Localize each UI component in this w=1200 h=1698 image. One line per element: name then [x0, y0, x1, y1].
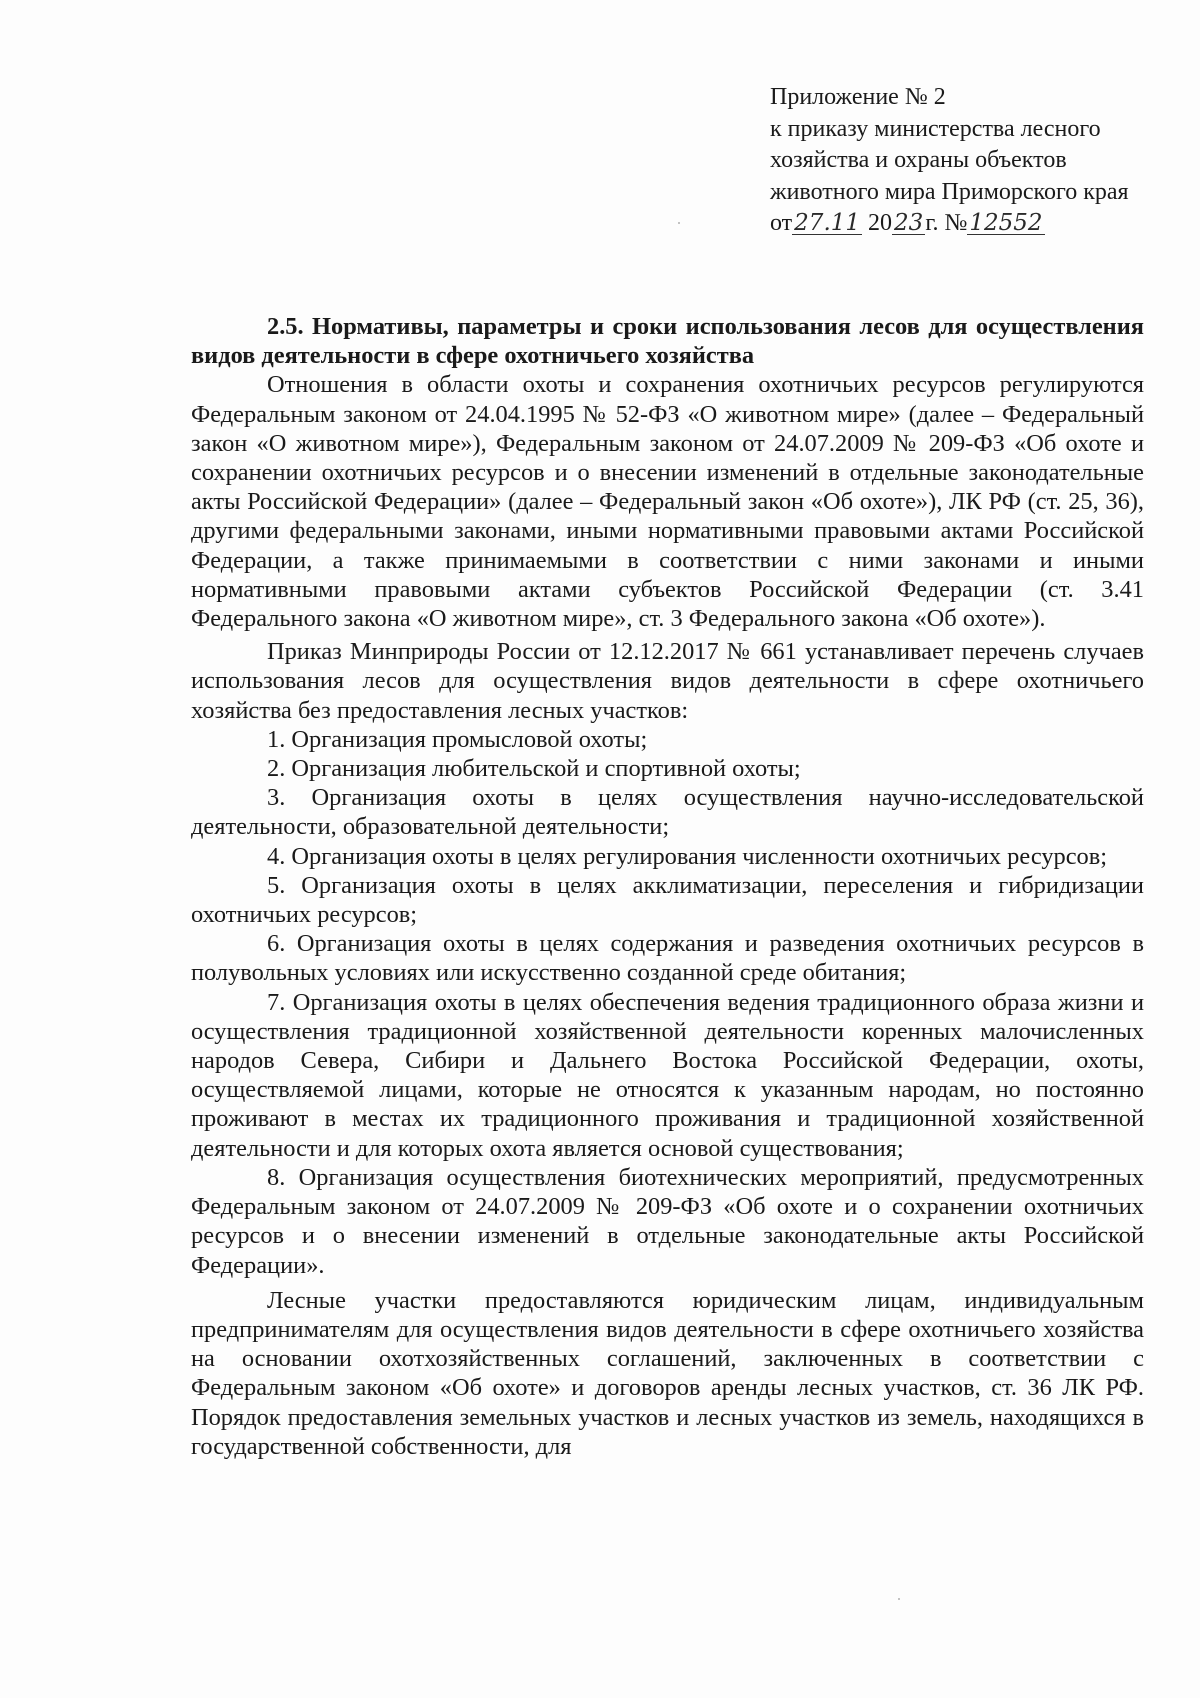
handwritten-year: 23 [894, 210, 924, 236]
list-item: 7. Организация охоты в целях обеспечения ведения традиционного образа жизни и осуществления традиционной хозяйственной деятельности коренных малочисленных народов Севера, Сибири и Дальнего Востока Российской Федерации, охоты, осуществляемой лицами, которые не относятся к указанным народам, но постоянно проживают в местах их традиционного проживания и традиционной хозяйственной деятельности и для которых охота является основой существования; [191, 988, 1144, 1162]
paragraph-order-661: Приказ Минприроды России от 12.12.2017 № 661 устанавливает перечень случаев использования лесов для осуществления видов деятельности в сфере охотничьего хозяйства без предоставления лесных участков: [191, 638, 1144, 724]
list-item: 5. Организация охоты в целях акклиматизации, переселения и гибридизации охотничьих ресурсов; [191, 871, 1144, 929]
date-prefix: от [770, 210, 793, 236]
list-item: 3. Организация охоты в целях осуществления научно-исследовательской деятельности, образовательной деятельности; [191, 784, 1144, 841]
list-item: 4. Организация охоты в целях регулирования численности охотничьих ресурсов; [267, 842, 1108, 870]
appendix-header [770, 82, 1170, 240]
list-item: 6. Организация охоты в целях содержания и разведения охотничьих ресурсов в полувольных условиях или искусственно созданной среде обитания; [191, 930, 1144, 987]
appendix-line-region: животного мира Приморского края [770, 178, 1129, 205]
scan-speck [678, 222, 680, 224]
appendix-title: Приложение № 2 [770, 84, 946, 110]
section-heading: 2.5. Нормативы, параметры и сроки использования лесов для осуществления видов деятельности в сфере охотничьего хозяйства [191, 313, 1144, 370]
appendix-line-order: к приказу министерства лесного [770, 115, 1101, 142]
appendix-date-line [770, 208, 1170, 240]
list-item: 1. Организация промысловой охоты; [267, 725, 648, 753]
list-item: 8. Организация осуществления биотехнических мероприятий, предусмотренных Федеральным законом от 24.07.2009 № 209-ФЗ «Об охоте и о сохранении охотничьих ресурсов и о внесении изменений в отдельные законодательные акты Российской Федерации». [191, 1163, 1144, 1279]
document-body [191, 312, 1144, 1461]
paragraph-legal-basis: Отношения в области охоты и сохранения охотничьих ресурсов регулируются Федеральным законом от 24.04.1995 № 52-ФЗ «О животном мире» (далее – Федеральный закон «О животном мире»), Федеральным законом от 24.07.2009 № 209-ФЗ «Об охоте и сохранении охотничьих ресурсов и о внесении изменений в отдельные законодательные акты Российской Федерации» (далее – Федеральный закон «Об охоте»), ЛК РФ (ст. 25, 36), другими федеральными законами, иными нормативными правовыми актами Российской Федерации, а также принимаемыми в соответствии с ними законами и иными нормативными правовыми актами субъектов Российской Федерации (ст. 3.41 Федерального закона «О животном мире», ст. 3 Федерального закона «Об охоте»). [191, 371, 1144, 633]
appendix-line-ministry: хозяйства и охраны объектов [770, 147, 1067, 173]
handwritten-date: 27.11 [794, 210, 861, 236]
list-item: 2. Организация любительской и спортивной охоты; [267, 755, 801, 783]
handwritten-number: 12552 [969, 210, 1043, 236]
scan-speck [898, 1598, 900, 1600]
number-prefix: г. № [925, 210, 968, 236]
year-prefix: 20 [868, 210, 893, 236]
paragraph-forest-plots: Лесные участки предоставляются юридическим лицам, индивидуальным предпринимателям для осуществления видов деятельности в сфере охотничьего хозяйства на основании охотхозяйственных соглашений, заключенных в соответствии с Федеральным законом «Об охоте» и договоров аренды лесных участков, ст. 36 ЛК РФ. Порядок предоставления земельных участков и лесных участков из земель, находящихся в государственной собственности, для [191, 1286, 1144, 1460]
